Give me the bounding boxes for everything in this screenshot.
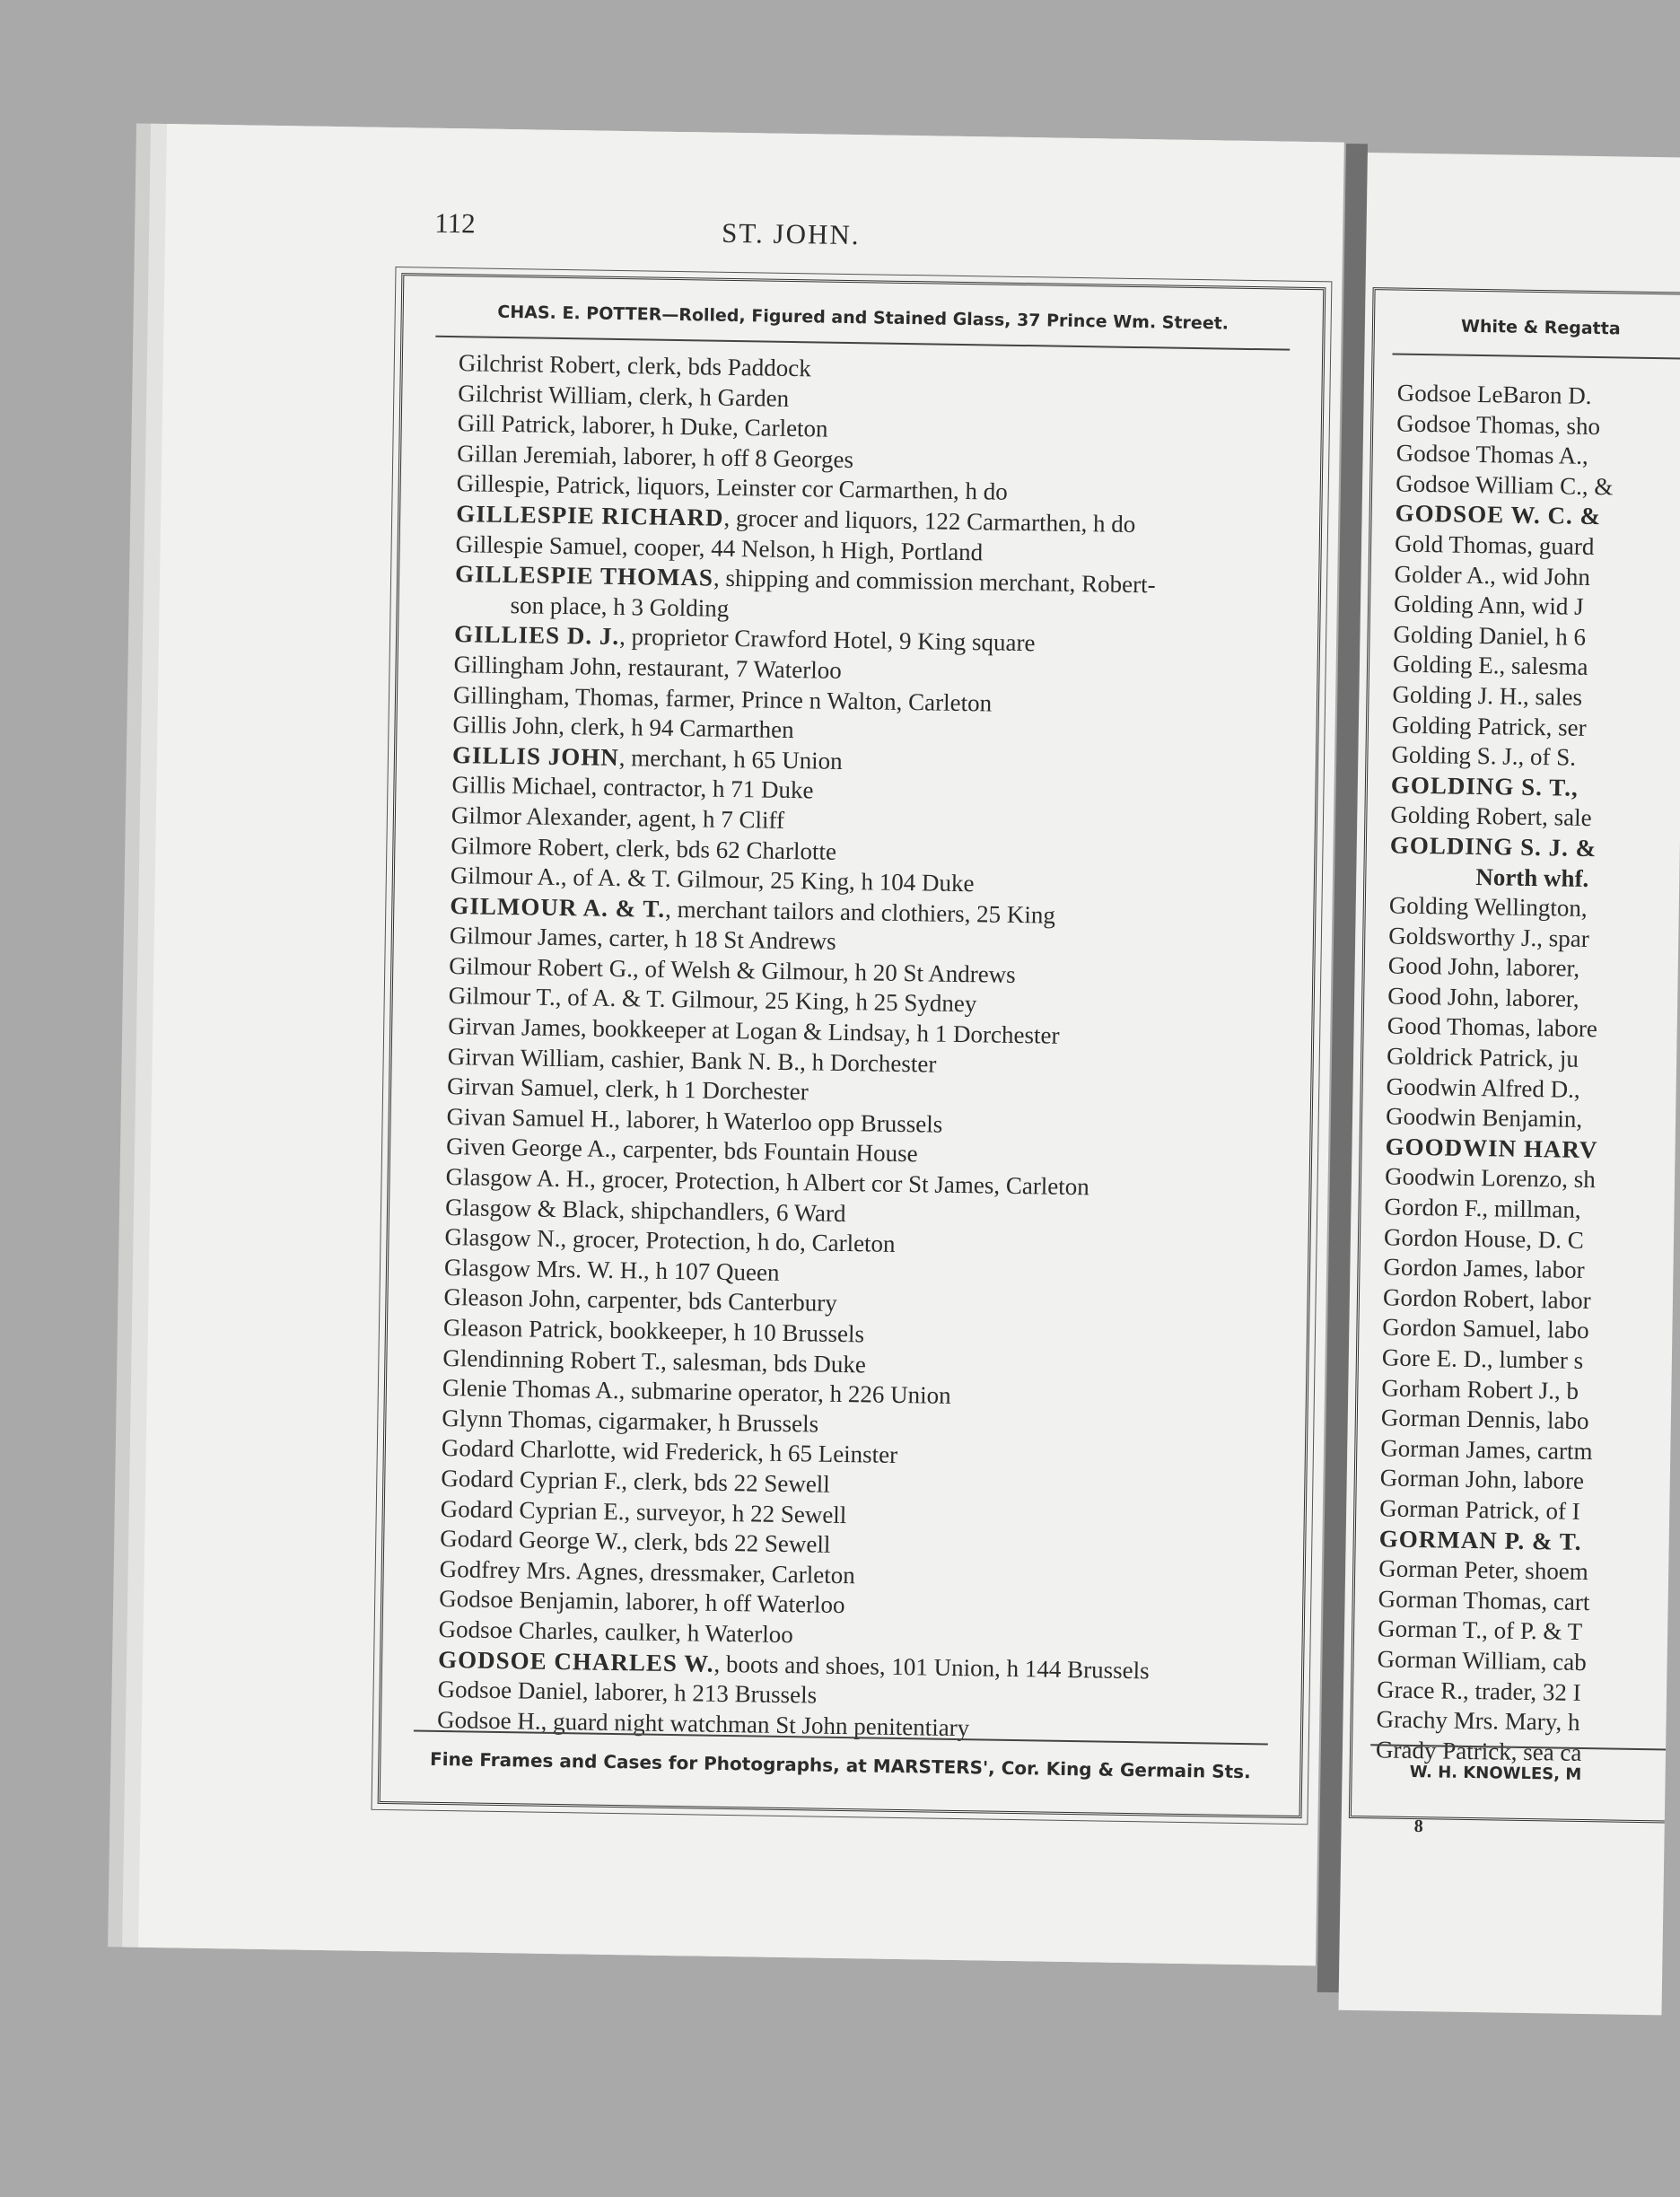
right-directory-entry: Gordon Samuel, labo [1382, 1313, 1589, 1344]
right-directory-entry: GOODWIN HARV [1385, 1133, 1598, 1164]
entry-name: Gilchrist Robert [458, 349, 616, 379]
left-page [138, 124, 1344, 1965]
right-directory-entry: Grace R., trader, 32 I [1376, 1675, 1581, 1706]
right-directory-entry: Golding S. J., of S. [1391, 740, 1577, 771]
entry-details: , of A. & T. Gilmour, 25 King, h 25 Sydney [555, 984, 977, 1018]
top-advertisement: CHAS. E. POTTER—Rolled, Figured and Stained Glass, 37 Prince Wm. Street. [497, 302, 1229, 334]
right-directory-entry: Good Thomas, labore [1387, 1011, 1598, 1043]
right-directory-entry: Grachy Mrs. Mary, h [1376, 1705, 1580, 1737]
bottom-advertisement: Fine Frames and Cases for Photographs, at MARSTERS', Cor. King & Germain Sts. [429, 1747, 1251, 1783]
right-directory-entry: GOLDING S. J. & [1389, 831, 1597, 862]
entry-name: GILMOUR A. & T. [450, 891, 666, 923]
entry-details: , proprietor Crawford Hotel, 9 King square [618, 623, 1036, 657]
entry-details: , agent, h 7 Cliff [626, 804, 785, 834]
right-directory-entry: Golding Patrick, ser [1391, 711, 1587, 741]
entry-details: , of A. & T. Gilmour, 25 King, h 104 Duke [560, 863, 975, 897]
entry-name: Gilmore Robert [451, 831, 604, 862]
entry-details: , grocer, Protection, h Albert cor St James, Carleton [589, 1165, 1090, 1201]
entry-details: , clerk, bds 22 Sewell [621, 1467, 831, 1498]
entry-details: , carpenter, bds Fountain House [610, 1135, 918, 1168]
entry-name: Girvan William [447, 1042, 599, 1072]
right-directory-entry: Gorman William, cab [1377, 1645, 1587, 1676]
right-directory-entry: GODSOE W. C. & [1395, 499, 1602, 530]
entry-name: GILLESPIE THOMAS [454, 560, 714, 591]
entry-name: GILLESPIE RICHARD [455, 500, 724, 531]
entry-details: , restaurant, 7 Waterloo [616, 652, 843, 684]
right-directory-entry: Golding Robert, sale [1390, 801, 1592, 832]
entry-details: , laborer, h Duke, Carleton [569, 411, 828, 442]
entry-name: Gillespie Samuel [455, 530, 623, 560]
right-page [1338, 153, 1680, 2015]
entry-details: , clerk, h 94 Carmarthen [558, 713, 794, 744]
entry-name: Given George A. [445, 1133, 611, 1163]
entry-name: Glendinning Robert T. [442, 1344, 661, 1375]
right-directory-entry: Goodwin Lorenzo, sh [1384, 1162, 1597, 1194]
right-directory-entry: GOLDING S. T., [1390, 771, 1579, 801]
entry-details: , h 107 Queen [643, 1256, 780, 1286]
right-directory-entry: Gold Thomas, guard [1394, 530, 1595, 560]
entry-details: , contractor, h 71 Duke [591, 773, 814, 804]
entry-name: GILLIES D. J. [453, 620, 620, 651]
right-directory-entry: Goldrick Patrick, ju [1386, 1042, 1579, 1072]
right-directory-entry: Gordon House, D. C [1383, 1223, 1584, 1254]
entry-name: Gilchrist William [458, 379, 627, 409]
right-directory-entry: Grady Patrick, sea ca [1375, 1736, 1582, 1766]
right-directory-entry: Golding Daniel, h 6 [1393, 620, 1587, 651]
entry-details: , bookkeeper at Logan & Lindsay, h 1 Dorchester [580, 1014, 1060, 1049]
entry-name: Gilmor Alexander [451, 801, 626, 832]
right-directory-entry: Gorman Thomas, cart [1378, 1585, 1590, 1615]
entry-details: , clerk, h Garden [626, 381, 790, 412]
entry-name: Godsoe Charles [438, 1615, 593, 1645]
right-directory-entry: Gorman T., of P. & T [1377, 1615, 1583, 1646]
entry-details: , cashier, Bank N. B., h Dorchester [599, 1045, 937, 1078]
right-directory-entry: Gore E. D., lumber s [1381, 1344, 1584, 1374]
right-directory-entry: Godsoe Thomas A., [1396, 439, 1588, 470]
right-directory-entry: Gorman Patrick, of I [1379, 1494, 1580, 1525]
right-directory-entry: Gorman Dennis, labo [1380, 1404, 1589, 1435]
right-directory-entry: Goodwin Alfred D., [1386, 1072, 1580, 1103]
right-directory-entry: Golding E., salesma [1392, 650, 1588, 681]
entry-details: , carpenter, bds Canterbury [574, 1285, 837, 1317]
entry-details: , liquors, Leinster cor Carmarthen, h do [624, 472, 1009, 506]
entry-details: , salesman, bds Duke [660, 1347, 867, 1378]
right-directory-entries [1376, 379, 1614, 1769]
entry-details: , laborer, h off 8 Georges [610, 442, 854, 473]
right-directory-entry: Goldsworthy J., spar [1388, 922, 1590, 952]
entry-details: , carter, h 18 St Andrews [596, 923, 836, 956]
entry-details: , submarine operator, h 226 Union [618, 1377, 951, 1410]
right-directory-entry: Gorham Robert J., b [1381, 1374, 1579, 1405]
right-directory-entry: Good John, laborer, [1387, 982, 1579, 1012]
entry-name: Glasgow A. H. [445, 1163, 591, 1193]
right-directory-entry: Godsoe Thomas, sho [1396, 409, 1601, 440]
right-directory-frame [1349, 287, 1680, 1837]
entry-details: , cigarmaker, h Brussels [585, 1406, 819, 1438]
entry-name: Girvan James [448, 1012, 582, 1042]
entry-name: Gillis Michael [451, 771, 591, 801]
entry-details: , laborer, h Waterloo opp Brussels [614, 1105, 943, 1138]
entry-details: , cooper, 44 Nelson, h High, Portland [621, 532, 984, 565]
entry-name: Gillingham John [453, 651, 617, 680]
right-directory-entry: Good John, laborer, [1387, 951, 1580, 983]
entry-details: , clerk, bds 22 Sewell [621, 1527, 831, 1558]
right-top-advertisement: White & Regatta [1460, 316, 1621, 339]
running-head: ST. JOHN. [721, 216, 861, 251]
right-directory-entry: Golding Wellington, [1388, 891, 1588, 923]
entry-name: Gilmour A. [450, 862, 562, 891]
entry-details: , shipping and commission merchant, Robert- [713, 564, 1156, 599]
entry-name: Gilmour James [449, 922, 598, 951]
entry-details: , shipchandlers, 6 Ward [618, 1195, 846, 1227]
entry-details: , laborer, h 213 Brussels [582, 1677, 818, 1709]
directory-frame [378, 273, 1326, 1818]
entry-details: son place, h 3 Golding [510, 591, 730, 622]
right-directory-entry: Godsoe LeBaron D. [1396, 379, 1592, 409]
entry-name: Givan Samuel H. [446, 1102, 615, 1133]
right-directory-entry: Gorman Peter, shoem [1378, 1554, 1589, 1586]
entry-details: , of Welsh & Gilmour, h 20 St Andrews [632, 955, 1016, 988]
right-bottom-advertisement: W. H. KNOWLES, M [1409, 1762, 1582, 1784]
entry-details: , dressmaker, Carleton [637, 1558, 856, 1589]
entry-name: Godsoe Daniel [437, 1676, 583, 1705]
entry-details: , merchant, h 65 Union [618, 743, 843, 775]
entry-name: Gilmour Robert G. [449, 951, 634, 983]
right-directory-entry: Gorman John, labore [1379, 1464, 1585, 1495]
right-directory-entry: Gorman James, cartm [1380, 1434, 1593, 1465]
entry-details: , farmer, Prince n Walton, Carleton [652, 684, 993, 717]
right-directory-entry: Golder A., wid John [1394, 560, 1591, 591]
right-directory-entry: Goodwin Benjamin, [1385, 1102, 1583, 1134]
page-number: 112 [434, 206, 476, 240]
entry-name: GODSOE CHARLES W. [437, 1645, 714, 1677]
entry-name: Gillingham, Thomas [452, 680, 654, 712]
entry-name: Girvan Samuel [446, 1072, 594, 1102]
right-directory-entry: GORMAN P. & T. [1378, 1524, 1582, 1555]
right-directory-entry: Gordon F., millman, [1384, 1193, 1581, 1223]
entry-details: , guard night watchman St John penitentiary [540, 1707, 970, 1741]
entry-name: Gillespie, Patrick [456, 469, 626, 500]
signature-mark: 8 [1413, 1816, 1423, 1837]
right-directory-entry: Gordon Robert, labor [1382, 1283, 1591, 1314]
right-directory-entry: Godsoe William C., & [1395, 469, 1614, 501]
entry-name: Gill Patrick [457, 409, 571, 439]
entry-name: Glasgow Mrs. W. H. [443, 1253, 644, 1284]
entry-name: Glasgow N. [444, 1223, 561, 1253]
entry-name: Gillan Jeremiah [457, 439, 612, 469]
entry-name: Godsoe Benjamin [438, 1585, 614, 1615]
entry-name: Godard George W. [440, 1525, 623, 1555]
entry-details: , clerk, bds 62 Charlotte [603, 834, 837, 865]
top-rule [435, 336, 1290, 351]
entry-name: Gleason Patrick [442, 1314, 598, 1344]
entry-name: Glynn Thomas [442, 1404, 587, 1434]
entry-name: Godfrey Mrs. Agnes [439, 1554, 639, 1586]
entry-details: , laborer, h off Waterloo [613, 1588, 845, 1619]
right-directory-entry: Gordon James, labor [1383, 1253, 1585, 1284]
entry-name: Glenie Thomas A. [442, 1374, 619, 1405]
entry-name: Godsoe H. [436, 1705, 541, 1735]
right-directory-entry: Golding J. H., sales [1392, 680, 1583, 711]
entry-details: , caulker, h Waterloo [592, 1617, 794, 1649]
entry-details: , clerk, h 1 Dorchester [592, 1074, 809, 1106]
entry-name: Gleason John [443, 1283, 575, 1313]
right-top-rule [1392, 353, 1680, 360]
entry-name: GILLIS JOHN [451, 740, 620, 771]
entry-name: Godard Cyprian F. [441, 1464, 622, 1495]
entry-name: Godard Charlotte [441, 1434, 611, 1465]
entry-details: , bookkeeper, h 10 Brussels [597, 1316, 865, 1348]
entry-name: Gillis John [452, 711, 559, 740]
entry-name: Gilmour T. [448, 982, 556, 1011]
right-directory-entry: North whf. [1475, 862, 1589, 892]
directory-entries [437, 348, 1320, 1748]
entry-details: , boots and shoes, 101 Union, h 144 Brussels [713, 1650, 1150, 1684]
entry-details: , grocer and liquors, 122 Carmarthen, h do [723, 503, 1136, 538]
right-directory-entry: Golding Ann, wid J [1393, 590, 1584, 620]
entry-details: , clerk, bds Paddock [615, 351, 811, 382]
entry-details: , wid Frederick, h 65 Leinster [609, 1437, 898, 1469]
entry-details: , surveyor, h 22 Sewell [624, 1497, 847, 1528]
entry-details: , merchant tailors and clothiers, 25 King [664, 895, 1056, 929]
entry-name: Godard Cyprian E. [440, 1494, 625, 1525]
entry-details: , grocer, Protection, h do, Carleton [560, 1225, 896, 1258]
entry-name: Glasgow & Black [444, 1193, 619, 1223]
